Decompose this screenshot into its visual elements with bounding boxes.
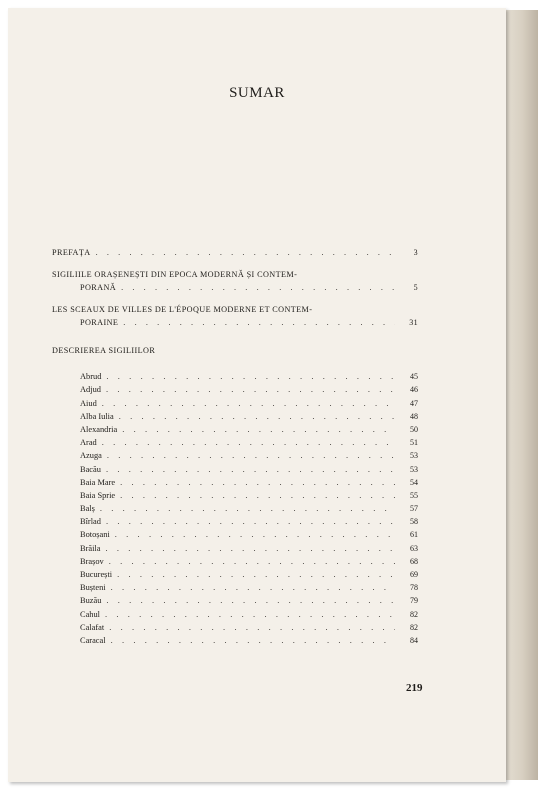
toc-town-row xyxy=(80,394,418,407)
toc-page-number: 58 xyxy=(410,517,418,527)
toc-page-number: 68 xyxy=(410,556,418,566)
toc-town-row xyxy=(80,434,418,447)
toc-town-row xyxy=(80,566,418,579)
toc-page-number: 54 xyxy=(410,477,418,487)
town-name: Baia Mare xyxy=(80,477,116,487)
toc-entry-title: SIGILIILE ORAȘENEȘTI DIN EPOCA MODERNĂ ȘI CONTEM- xyxy=(52,270,298,279)
toc-entry-title: PREFAȚA xyxy=(52,248,91,257)
toc-town-row xyxy=(80,553,418,566)
book-page xyxy=(8,8,506,782)
town-name: Brăila xyxy=(80,543,101,553)
toc-page-number: 31 xyxy=(409,318,418,327)
toc-page-number: 48 xyxy=(410,411,418,421)
dot-leader xyxy=(106,385,395,394)
toc-page-number: 47 xyxy=(410,398,418,408)
town-name: Buzău xyxy=(80,596,102,606)
town-name: Brașov xyxy=(80,556,104,566)
dot-leader xyxy=(121,283,395,292)
toc-town-row xyxy=(80,619,418,632)
toc-page-number: 53 xyxy=(410,451,418,461)
toc-page-number: 50 xyxy=(410,424,418,434)
town-name: Bușteni xyxy=(80,583,106,593)
toc-town-row xyxy=(80,592,418,605)
toc-town-row xyxy=(80,487,418,500)
dot-leader xyxy=(115,530,395,539)
dot-leader xyxy=(96,248,395,257)
toc-town-row xyxy=(80,368,418,381)
town-name: Aiud xyxy=(80,398,97,408)
toc-page-number: 82 xyxy=(410,609,418,619)
toc-entry-title-continued: PORAINE xyxy=(80,318,119,327)
town-name: Balș xyxy=(80,504,95,514)
toc-town-row xyxy=(80,421,418,434)
dot-leader xyxy=(117,570,395,579)
toc-page-number: 61 xyxy=(410,530,418,540)
dot-leader xyxy=(111,583,395,592)
toc-entry-title-continued: PORANĂ xyxy=(80,283,117,292)
toc-entry-les-sceaux xyxy=(52,301,418,327)
toc-page-number: 45 xyxy=(410,372,418,382)
town-name: București xyxy=(80,570,113,579)
page-number: 219 xyxy=(406,682,423,694)
toc-entry-sigiliile xyxy=(52,266,418,292)
dot-leader xyxy=(106,596,395,605)
town-name: Alexandria xyxy=(80,424,118,434)
toc-page-number: 79 xyxy=(410,596,418,606)
toc-town-row xyxy=(80,632,418,645)
town-name: Bîrlad xyxy=(80,517,101,527)
town-name: Abrud xyxy=(80,372,102,382)
dot-leader xyxy=(102,399,395,408)
toc-page-number: 46 xyxy=(410,385,418,395)
toc-page-number: 51 xyxy=(410,438,418,448)
dot-leader xyxy=(106,372,395,381)
town-name: Alba Iulia xyxy=(80,411,114,421)
toc-page-number: 63 xyxy=(410,543,418,553)
dot-leader xyxy=(122,425,395,434)
town-name: Adjud xyxy=(80,385,101,395)
toc-entry-title: LES SCEAUX DE VILLES DE L'ÉPOQUE MODERNE ET CONTEM- xyxy=(52,305,313,314)
toc-page-number: 55 xyxy=(410,490,418,500)
toc-town-row xyxy=(80,447,418,460)
dot-leader xyxy=(120,478,395,487)
dot-leader xyxy=(102,438,395,447)
toc-page-number: 5 xyxy=(413,283,418,292)
toc-town-row xyxy=(80,539,418,552)
toc-page-number: 3 xyxy=(413,248,418,257)
toc-town-row xyxy=(80,474,418,487)
dot-leader xyxy=(107,451,395,460)
dot-leader xyxy=(109,557,395,566)
town-name: Azuga xyxy=(80,451,102,461)
town-name: Botoșani xyxy=(80,530,110,540)
dot-leader xyxy=(123,318,395,327)
toc-town-row xyxy=(80,526,418,539)
dot-leader xyxy=(105,544,395,553)
town-list xyxy=(80,368,418,645)
toc-page-number: 57 xyxy=(410,504,418,514)
town-name: Cahul xyxy=(80,609,101,619)
toc-town-row xyxy=(80,579,418,592)
toc-page-number: 84 xyxy=(410,635,418,645)
toc-entry-prefata xyxy=(52,244,418,257)
town-name: Calafat xyxy=(80,622,105,632)
toc-town-row xyxy=(80,605,418,618)
town-name: Baia Sprie xyxy=(80,490,116,500)
dot-leader xyxy=(106,465,395,474)
town-name: Bacău xyxy=(80,464,101,474)
toc-page-number: 78 xyxy=(410,583,418,593)
toc-town-row xyxy=(80,408,418,421)
dot-leader xyxy=(120,491,395,500)
toc-page-number: 69 xyxy=(410,570,418,579)
section-heading: DESCRIEREA SIGILIILOR xyxy=(52,346,156,355)
toc-page-number: 82 xyxy=(410,622,418,632)
toc-town-row xyxy=(80,460,418,473)
dot-leader xyxy=(109,623,395,632)
town-name: Arad xyxy=(80,438,97,448)
dot-leader xyxy=(119,412,395,421)
town-name: Caracal xyxy=(80,635,106,645)
dot-leader xyxy=(100,504,395,513)
toc-page-number: 53 xyxy=(410,464,418,474)
page-title: SUMAR xyxy=(229,85,285,101)
toc-town-row xyxy=(80,381,418,394)
toc-town-row xyxy=(80,513,418,526)
dot-leader xyxy=(105,610,395,619)
toc-town-row xyxy=(80,500,418,513)
dot-leader xyxy=(106,517,395,526)
dot-leader xyxy=(111,636,395,645)
